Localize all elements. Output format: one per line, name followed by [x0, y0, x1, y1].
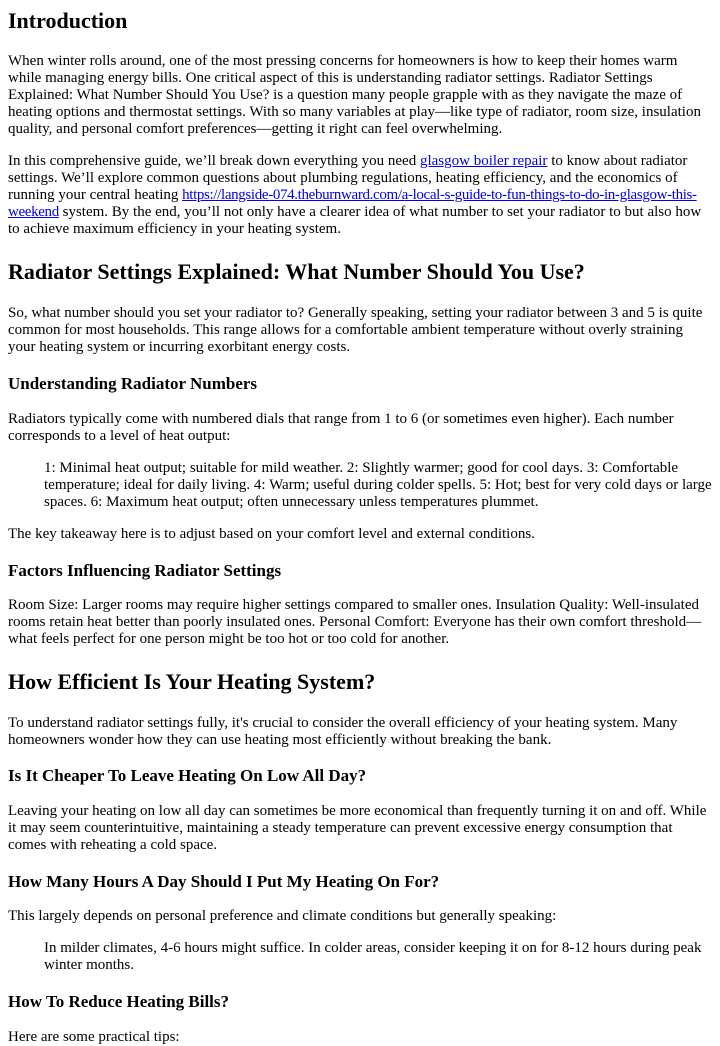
- numbers-takeaway: The key takeaway here is to adjust based on your comfort level and external conditions.: [8, 526, 535, 542]
- heading-reduce-bills: How To Reduce Heating Bills?: [8, 992, 230, 1011]
- numbers-paragraph: Radiators typically come with numbered dials that range from 1 to 6 (or sometimes even higher). Each number corresponds to a level of heat output:: [8, 411, 674, 444]
- cheaper-paragraph: Leaving your heating on low all day can sometimes be more economical than frequently turning it on and off. While it may seem counterintuitive, maintaining a steady temperature can prevent excessive energy consumption that comes with reheating a cold space.: [8, 803, 707, 853]
- heading-efficiency: How Efficient Is Your Heating System?: [8, 669, 376, 694]
- heading-factors: Factors Influencing Radiator Settings: [8, 561, 282, 580]
- heading-understanding-numbers: Understanding Radiator Numbers: [8, 374, 258, 393]
- intro-paragraph-links: [8, 153, 712, 238]
- heading-cheaper-low: Is It Cheaper To Leave Heating On Low All Day?: [8, 766, 367, 785]
- reduce-paragraph: Here are some practical tips:: [8, 1029, 180, 1045]
- langside-guide-link[interactable]: https://langside-074.theburnward.com/a-local-s-guide-to-fun-things-to-do-in-glasgow-this-weekend: [8, 187, 697, 220]
- intro-text-after-link: system. By the end, you’ll not only have a clearer idea of what number to set your radiator to but also how to achieve maximum efficiency in your heating system.: [8, 204, 702, 237]
- heading-introduction: Introduction: [8, 8, 128, 33]
- intro-text-between-links: to know about radiator settings. We’ll explore common questions about plumbing regulations, heating efficiency, and the economics of running your central heating: [8, 153, 688, 203]
- factors-paragraph: Room Size: Larger rooms may require higher settings compared to smaller ones. Insulation Quality: Well-insulated rooms retain heat better than poorly insulated ones. Personal Comfort: Everyone has their own comfort threshold—what feels perfect for one person might be too hot or too cold for another.: [8, 597, 702, 647]
- glasgow-boiler-repair-link[interactable]: glasgow boiler repair: [419, 153, 548, 169]
- intro-text-before-link: In this comprehensive guide, we’ll break down everything you need: [8, 153, 420, 169]
- radiator-settings-paragraph: So, what number should you set your radiator to? Generally speaking, setting your radiator between 3 and 5 is quite common for most households. This range allows for a comfortable ambient temperature without overly straining your heating system or incurring exorbitant energy costs.: [8, 305, 703, 355]
- heading-hours-per-day: How Many Hours A Day Should I Put My Heating On For?: [8, 872, 440, 891]
- hours-quote: In milder climates, 4-6 hours might suffice. In colder areas, consider keeping it on for 8-12 hours during peak winter months.: [44, 940, 702, 973]
- efficiency-paragraph: To understand radiator settings fully, it's crucial to consider the overall efficiency of your heating system. Many homeowners wonder how they can use heating most efficiently without breaking the bank.: [8, 715, 678, 748]
- hours-paragraph: This largely depends on personal preference and climate conditions but generally speaking:: [8, 908, 557, 924]
- heading-radiator-settings: Radiator Settings Explained: What Number Should You Use?: [8, 259, 585, 284]
- numbers-quote: 1: Minimal heat output; suitable for mild weather. 2: Slightly warmer; good for cool days. 3: Comfortable temperature; ideal for daily living. 4: Warm; useful during colder spells. 5: Hot; best for very cold days or large spaces. 6: Maximum heat output; often unnecessary unless temperatures plummet.: [44, 460, 712, 510]
- intro-paragraph: When winter rolls around, one of the most pressing concerns for homeowners is how to keep their homes warm while managing energy bills. One critical aspect of this is understanding radiator settings. Radiator Settings Explained: What Number Should You Use? is a question many people grapple with as they navigate the maze of heating options and thermostat settings. With so many variables at play—like type of radiator, room size, insulation quality, and personal comfort preferences—getting it right can feel overwhelming.: [8, 53, 701, 137]
